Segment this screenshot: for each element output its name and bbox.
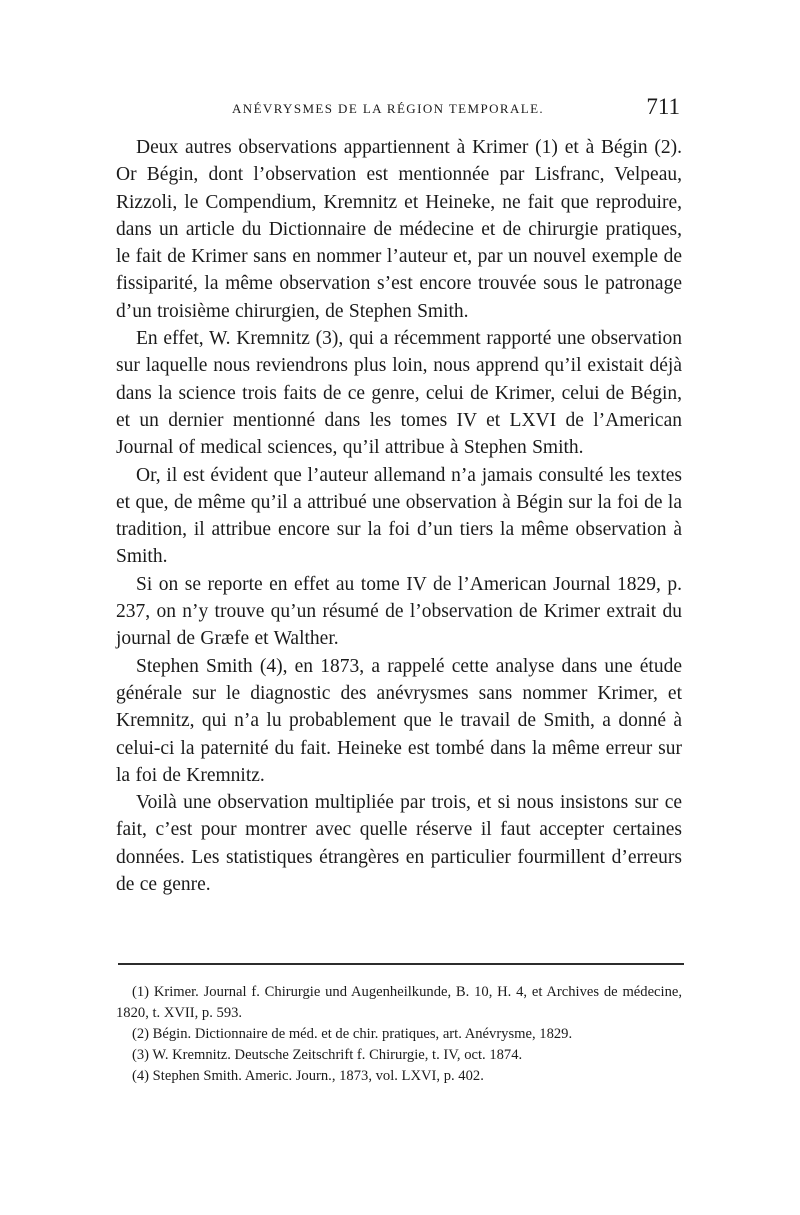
footnote: (2) Bégin. Dictionnaire de méd. et de chir. pratiques, art. Anévrysme, 1829.	[132, 1026, 573, 1042]
paragraph: Voilà une observation multipliée par trois, et si nous insistons sur ce fait, c’est pour montrer avec quelle réserve il faut accepter certaines données. Les statistiques étrangères en particulier fourmillent d’erreurs de ce genre.	[116, 792, 682, 896]
footnote-separator	[118, 963, 684, 965]
body-text	[116, 134, 682, 898]
page-header	[116, 96, 682, 126]
footnote: (4) Stephen Smith. Americ. Journ., 1873, vol. LXVI, p. 402.	[132, 1068, 484, 1084]
running-head: ANÉVRYSMES DE LA RÉGION TEMPORALE.	[232, 101, 545, 116]
footnotes	[116, 982, 682, 1087]
paragraph: En effet, W. Kremnitz (3), qui a récemment rapporté une observation sur laquelle nous reviendrons plus loin, nous apprend qu’il existait déjà dans la science trois faits de ce genre, celui de Krimer, celui de Bégin, et un dernier mentionné dans les tomes IV et LXVI de l’American Journal of medical sciences, qu’il attribue à Stephen Smith.	[116, 328, 682, 459]
footnote: (1) Krimer. Journal f. Chirurgie und Augenheilkunde, B. 10, H. 4, et Archives de médecine, 1820, t. XVII, p. 593.	[116, 984, 682, 1021]
paragraph: Or, il est évident que l’auteur allemand n’a jamais consulté les textes et que, de même qu’il a attribué une observation à Bégin sur la foi de la tradition, il attribue encore sur la foi d’un tiers la même observation à Smith.	[116, 464, 682, 568]
paragraph: Deux autres observations appartiennent à Krimer (1) et à Bégin (2). Or Bégin, dont l’observation est mentionnée par Lisfranc, Velpeau, Rizzoli, le Compendium, Kremnitz et Heineke, ne fait que reproduire, dans un article du Dictionnaire de médecine et de chirurgie pratiques, le fait de Krimer sans en nommer l’auteur et, par un nouvel exemple de fissiparité, la même observation s’est encore trouvée sous le patronage d’un troisième chirurgien, de Stephen Smith.	[116, 137, 682, 322]
paragraph: Si on se reporte en effet au tome IV de l’American Journal 1829, p. 237, on n’y trouve qu’un résumé de l’observation de Krimer extrait du journal de Græfe et Walther.	[116, 573, 682, 650]
footnote: (3) W. Kremnitz. Deutsche Zeitschrift f. Chirurgie, t. IV, oct. 1874.	[132, 1047, 523, 1063]
page-number: 711	[646, 94, 680, 119]
paragraph: Stephen Smith (4), en 1873, a rappelé cette analyse dans une étude générale sur le diagnostic des anévrysmes sans nommer Krimer, et Kremnitz, qui n’a lu probablement que le travail de Smith, a donné à celui-ci la paternité du fait. Heineke est tombé dans la même erreur sur la foi de Kremnitz.	[116, 655, 682, 786]
